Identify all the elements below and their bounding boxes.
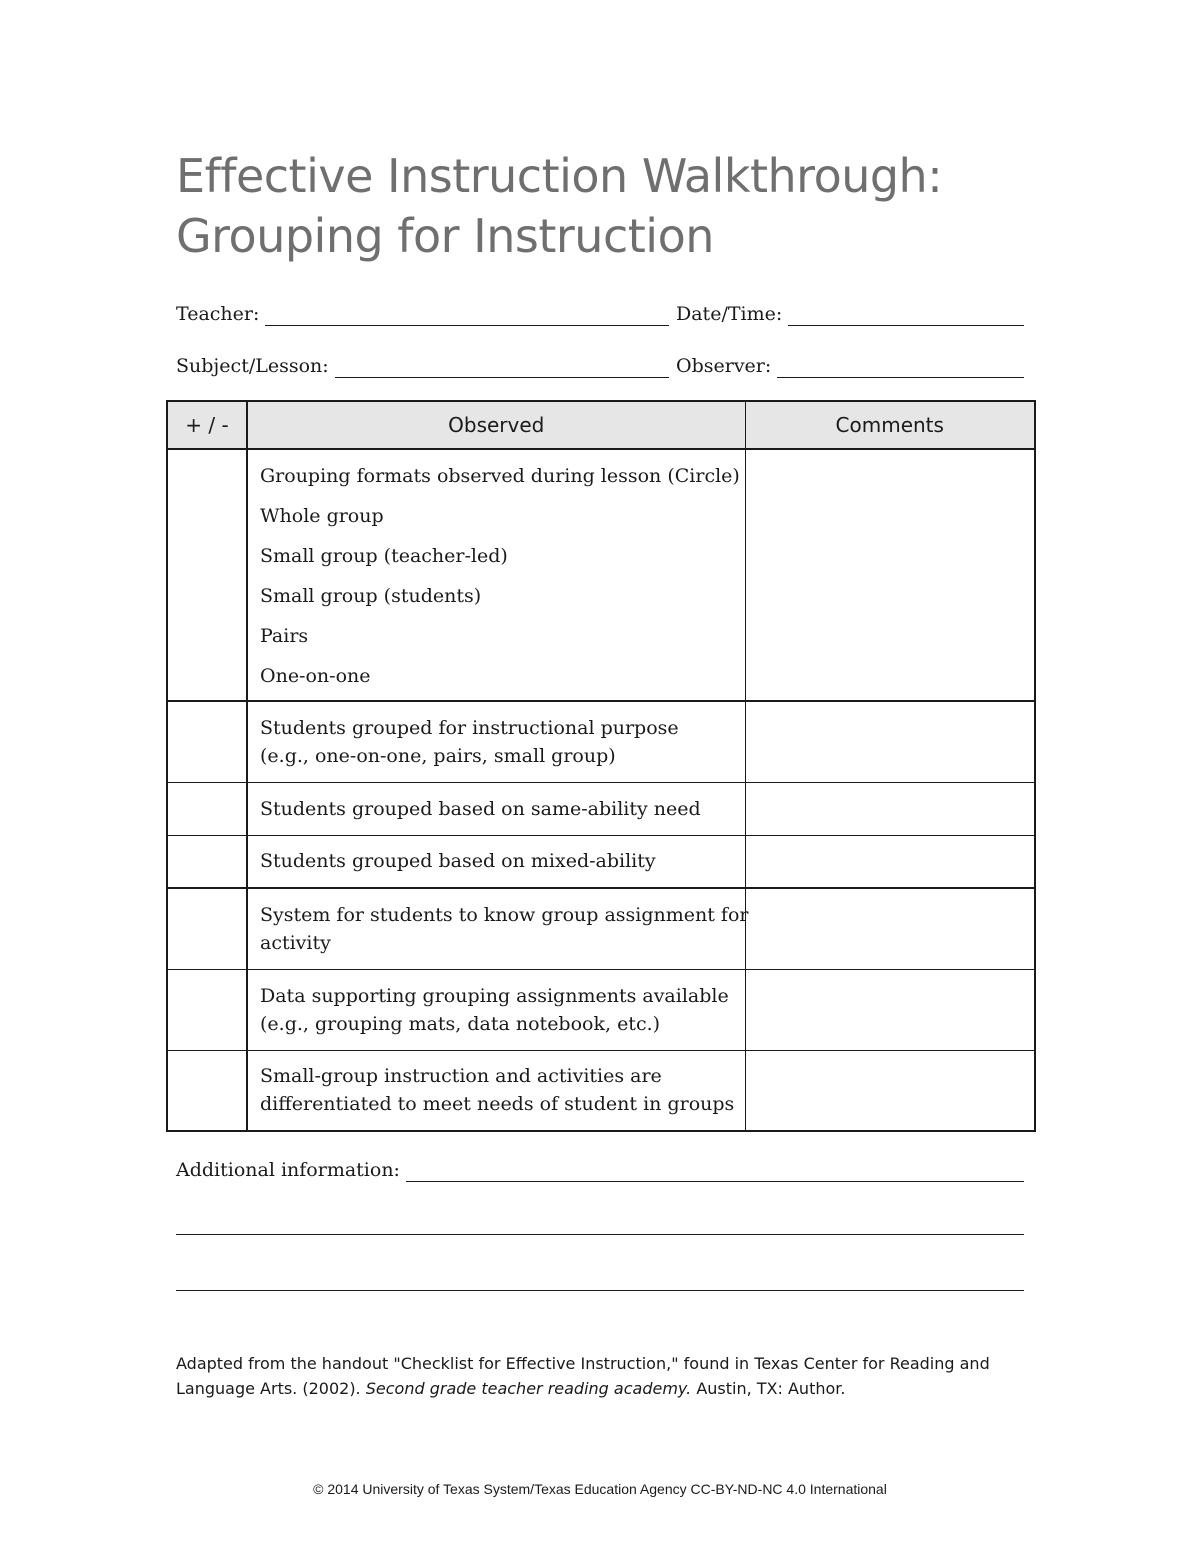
observed-cell	[247, 701, 745, 782]
grouping-format[interactable]: Small group (students)	[260, 585, 482, 607]
mark-cell[interactable]	[167, 782, 247, 835]
observed-cell	[247, 449, 745, 701]
comments-cell[interactable]	[745, 449, 1035, 701]
grouping-format[interactable]: Whole group	[260, 505, 384, 527]
additional-info-field[interactable]	[176, 1152, 1024, 1182]
table-row	[167, 835, 1035, 888]
mark-cell[interactable]	[167, 888, 247, 969]
observed-line: (e.g., one-on-one, pairs, small group)	[260, 744, 616, 767]
additional-info-line[interactable]	[406, 1159, 1024, 1182]
observed-cell	[247, 835, 745, 888]
date-time-field[interactable]	[676, 296, 1024, 326]
table-row	[167, 782, 1035, 835]
observed-line: activity	[260, 931, 331, 954]
table-row	[167, 701, 1035, 782]
mark-cell[interactable]	[167, 701, 247, 782]
teacher-line[interactable]	[265, 303, 669, 326]
field-row-subject-observer	[176, 348, 1024, 378]
comments-cell[interactable]	[745, 835, 1035, 888]
teacher-field[interactable]	[176, 296, 669, 326]
observed-line: Students grouped based on same-ability need	[260, 797, 701, 820]
mark-cell[interactable]	[167, 449, 247, 701]
mark-cell[interactable]	[167, 835, 247, 888]
subject-lesson-field[interactable]	[176, 348, 669, 378]
mark-cell[interactable]	[167, 969, 247, 1050]
grouping-title: Grouping formats observed during lesson (Circle)	[260, 465, 740, 487]
subject-lesson-line[interactable]	[335, 355, 669, 378]
observed-line: (e.g., grouping mats, data notebook, etc.)	[260, 1012, 661, 1035]
additional-info-label: Additional information:	[176, 1159, 400, 1181]
date-time-label: Date/Time:	[676, 303, 783, 325]
observer-line[interactable]	[777, 355, 1024, 378]
observed-line: differentiated to meet needs of student in groups	[260, 1093, 735, 1116]
credit-text-end: Austin, TX: Author.	[696, 1379, 846, 1398]
grouping-format[interactable]: Small group (teacher-led)	[260, 545, 508, 567]
teacher-label: Teacher:	[176, 303, 260, 325]
observed-line: Students grouped based on mixed-ability	[260, 850, 656, 873]
table-row	[167, 969, 1035, 1050]
title-line-2: Grouping for Instruction	[176, 209, 714, 263]
additional-info-line-3[interactable]	[176, 1290, 1024, 1291]
field-row-teacher-date	[176, 296, 1024, 326]
comments-cell[interactable]	[745, 888, 1035, 969]
observed-line: Small-group instruction and activities are	[260, 1065, 662, 1088]
header-comments: Comments	[745, 401, 1035, 449]
grouping-format[interactable]: Pairs	[260, 625, 309, 647]
grouping-format[interactable]: One-on-one	[260, 665, 371, 687]
additional-info-line-2[interactable]	[176, 1234, 1024, 1235]
observer-field[interactable]	[676, 348, 1024, 378]
credit-text: Adapted from the handout "Checklist for Effective Instruction," found in Texas Center for Reading and Language Arts. (2002).	[176, 1354, 990, 1398]
table-row	[167, 449, 1035, 701]
observed-cell	[247, 969, 745, 1050]
credit-title: Second grade teacher reading academy.	[365, 1379, 692, 1398]
additional-info-row	[176, 1152, 1024, 1182]
table-row	[167, 1050, 1035, 1131]
observed-line: System for students to know group assignment for	[260, 903, 749, 926]
observed-cell	[247, 1050, 745, 1131]
walkthrough-table	[166, 400, 1036, 1132]
date-time-line[interactable]	[788, 303, 1024, 326]
source-credit	[176, 1351, 1036, 1401]
page-title	[176, 146, 942, 266]
copyright-footer: © 2014 University of Texas System/Texas Education Agency CC-BY-ND-NC 4.0 International	[313, 1481, 887, 1497]
comments-cell[interactable]	[745, 1050, 1035, 1131]
comments-cell[interactable]	[745, 701, 1035, 782]
observed-cell	[247, 888, 749, 969]
table-header-row	[167, 401, 1035, 449]
table-row	[167, 888, 1035, 969]
observed-line: Data supporting grouping assignments available	[260, 984, 729, 1007]
subject-lesson-label: Subject/Lesson:	[176, 355, 329, 377]
observed-line: Students grouped for instructional purpose	[260, 716, 679, 739]
observed-cell	[247, 782, 745, 835]
header-plus-minus: + / -	[167, 401, 247, 449]
mark-cell[interactable]	[167, 1050, 247, 1131]
observer-label: Observer:	[676, 355, 772, 377]
comments-cell[interactable]	[745, 969, 1035, 1050]
header-observed: Observed	[247, 401, 745, 449]
comments-cell[interactable]	[745, 782, 1035, 835]
title-line-1: Effective Instruction Walkthrough:	[176, 149, 943, 203]
